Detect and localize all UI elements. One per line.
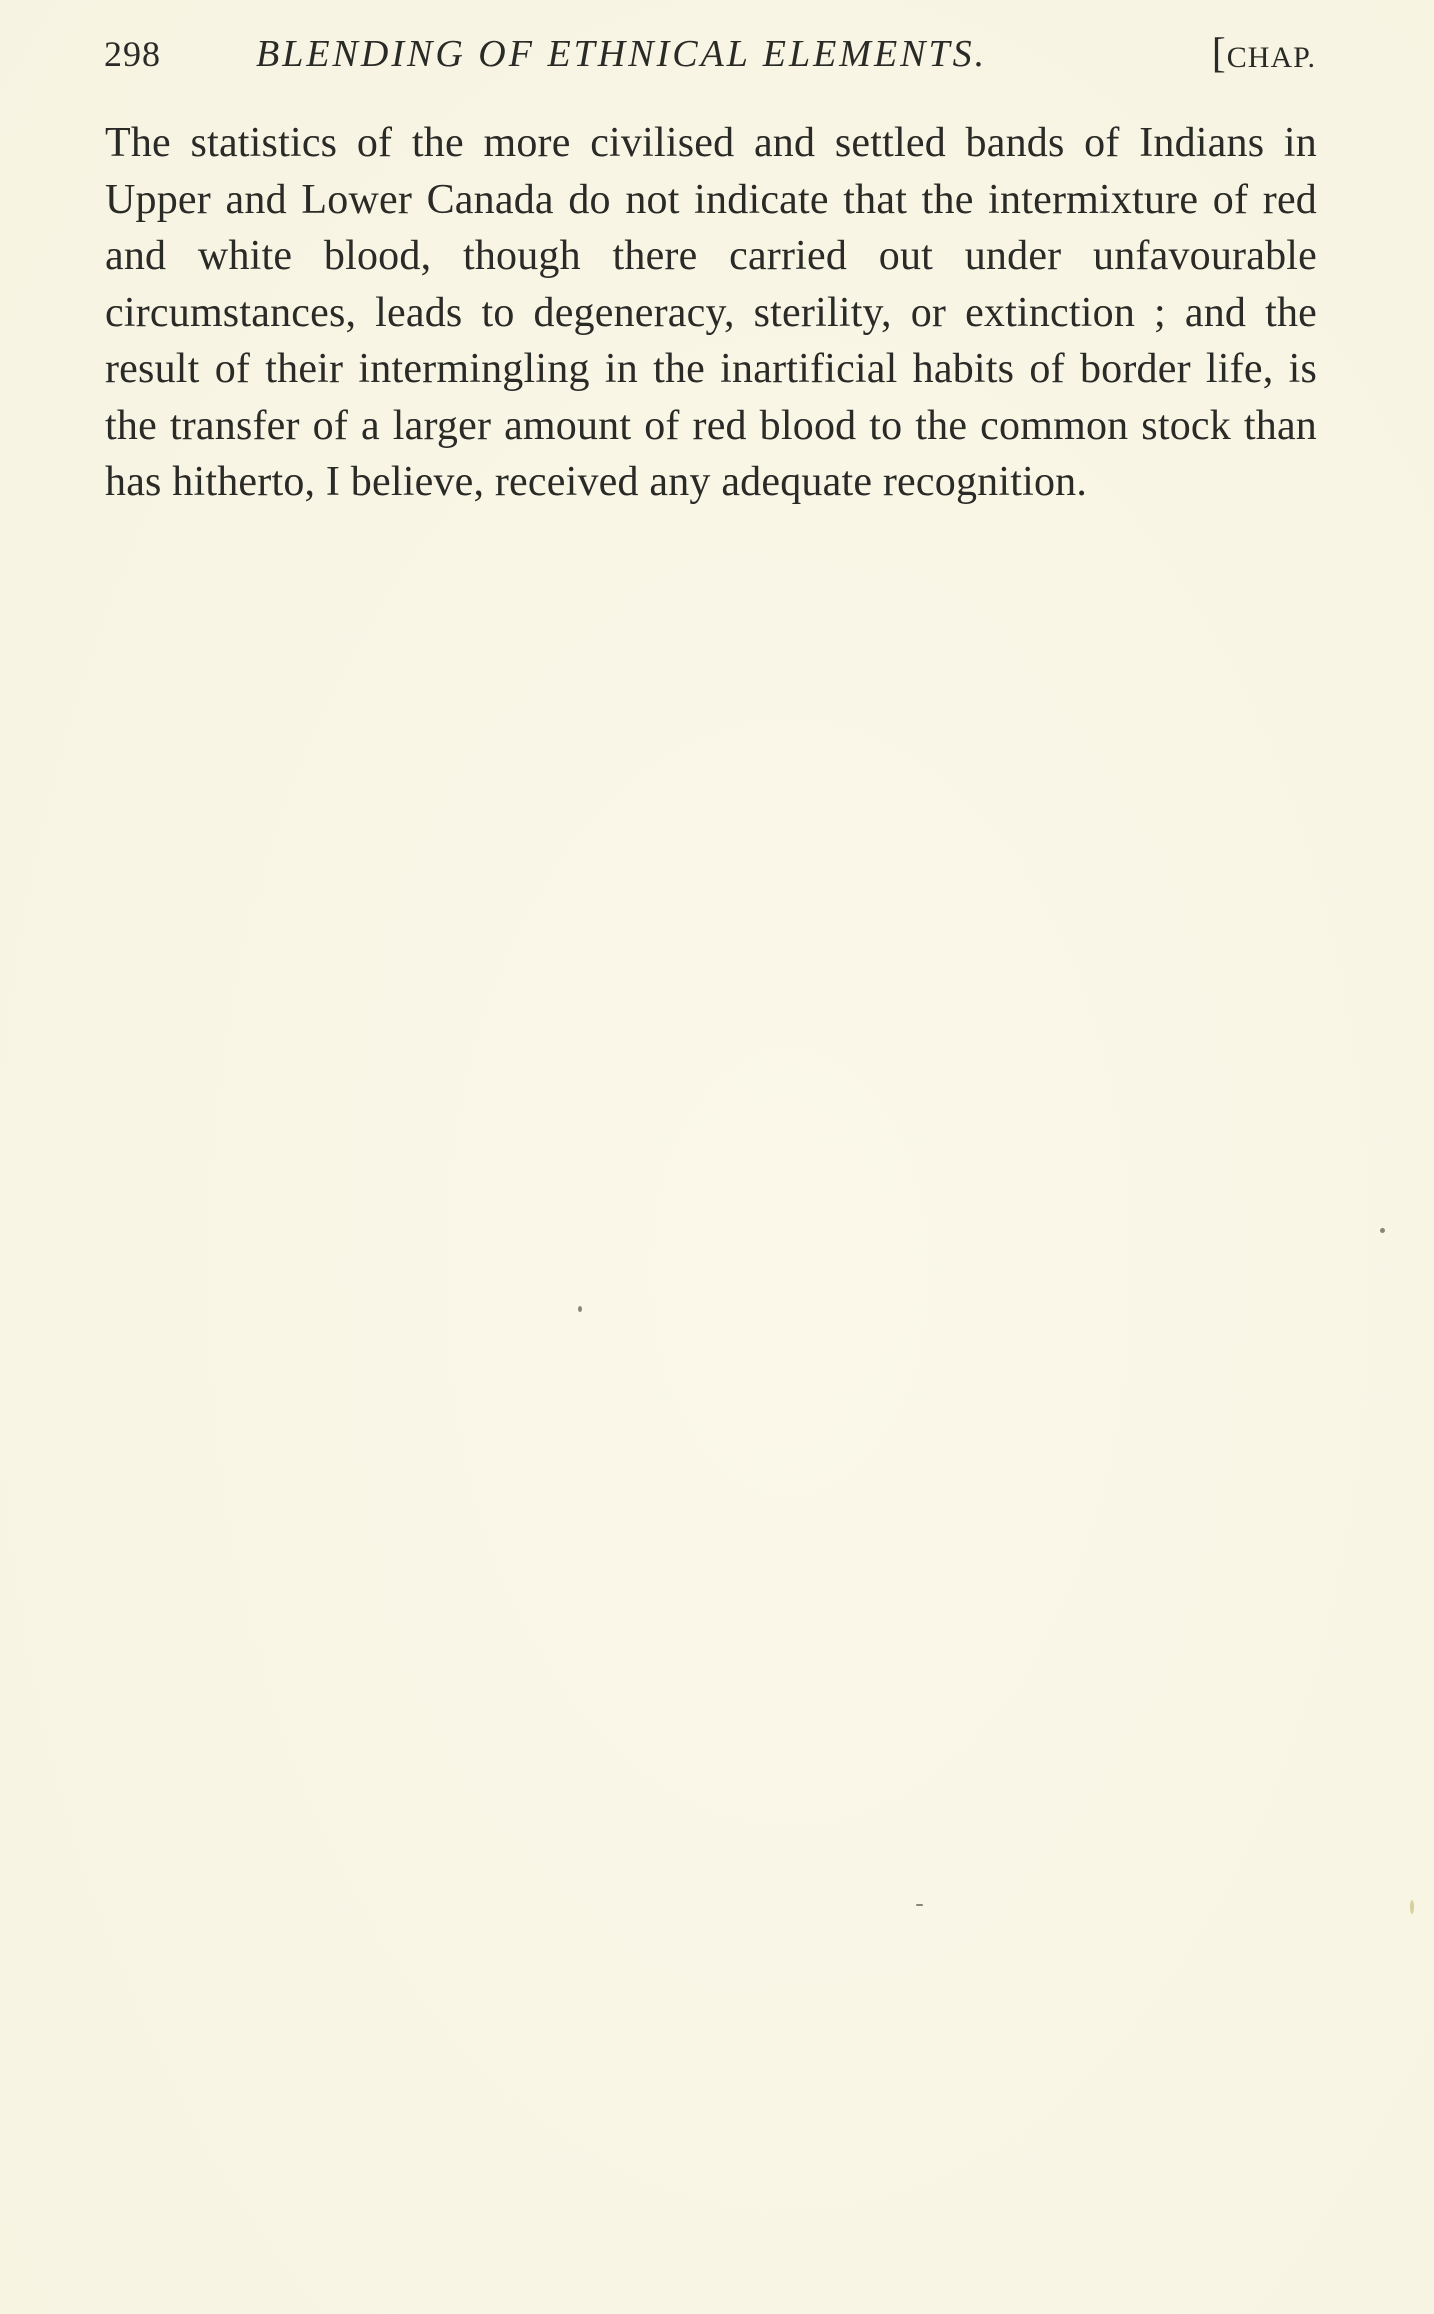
running-head-title: BLENDING OF ETHNICAL ELEMENTS. (256, 33, 988, 75)
chapter-marker (1212, 26, 1316, 86)
paper-speck (916, 1904, 923, 1906)
chapter-bracket: [ (1211, 31, 1227, 77)
running-head (104, 26, 1316, 82)
body-paragraph: The statistics of the more civilised and settled bands of Indians in Upper and Lower Canada do not indicate that the intermixture of red and white blood, though there carried out under unfavourable circumstances, leads to degeneracy, sterility, or extinction ; and the result of their intermingling in the inartificial habits of border life, is the transfer of a larger amount of red blood to the common stock than has hitherto, I believe, received any adequate recognition. (105, 120, 1317, 505)
page-number: 298 (104, 34, 161, 74)
chapter-label: CHAP. (1226, 41, 1316, 74)
paper-speck (1380, 1228, 1385, 1233)
paper-speck (578, 1306, 582, 1312)
paper-speck (1410, 1900, 1414, 1914)
